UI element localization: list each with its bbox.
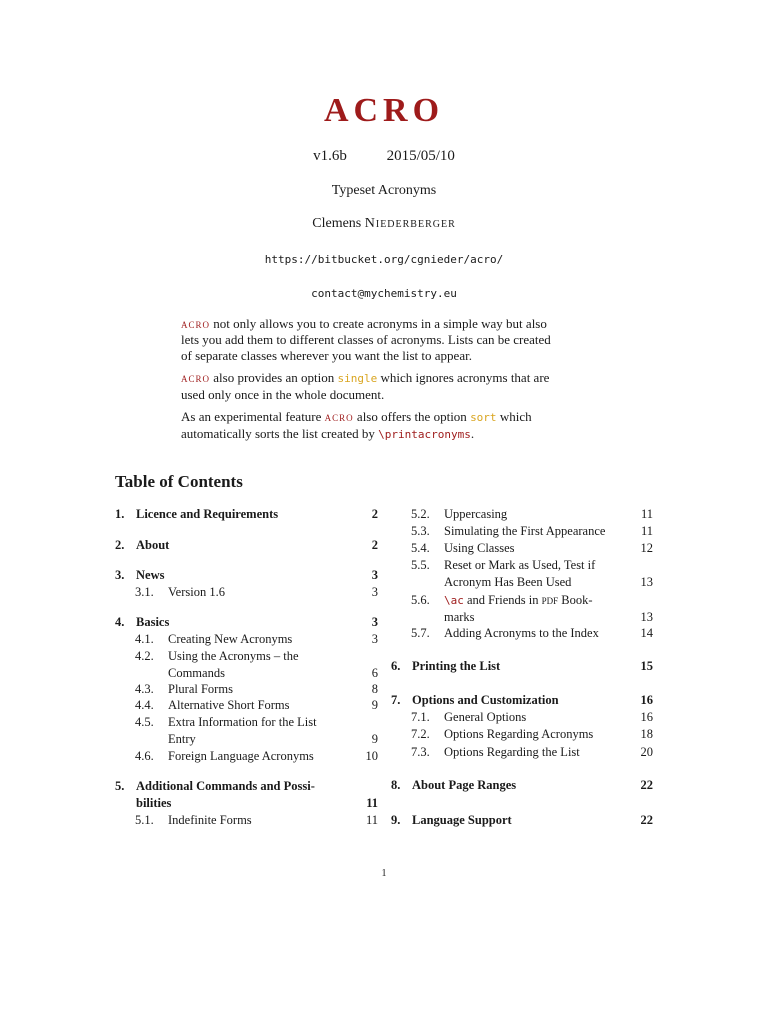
toc-entry-number: 5.1. [135, 813, 154, 827]
abstract-text: of separate classes wherever you want the list to appear. [181, 348, 472, 363]
toc-entry-title: Version 1.6 [168, 585, 225, 599]
toc-entry-title: Reset or Mark as Used, Test if [444, 558, 596, 572]
toc-entry-number: 5.2. [411, 507, 430, 521]
toc-entry-title: Additional Commands and Possi- [136, 779, 315, 793]
toc-entry-page: 14 [640, 626, 653, 640]
toc-entry-title: Using Classes [444, 541, 515, 555]
toc-entry-number: 1. [115, 507, 125, 521]
toc-entry-page: 2 [371, 538, 378, 552]
toc-entry-page: 13 [640, 610, 653, 624]
author [0, 216, 768, 232]
toc-entry-number: 4.4. [135, 698, 154, 712]
toc-entry[interactable] [391, 813, 653, 830]
contact-email[interactable]: contact@mychemistry.eu [311, 287, 457, 300]
toc-heading: Table of Contents [115, 472, 243, 491]
toc-entry-title: Options and Customization [412, 693, 559, 707]
toc-entry-title-continued: bilities [136, 796, 172, 810]
abstract-paragraph-3 [181, 409, 586, 443]
version-number: v1.6b [313, 148, 347, 164]
toc-entry[interactable] [391, 659, 653, 676]
abstract-text: As an experimental feature [181, 409, 325, 424]
toc-entry[interactable] [391, 593, 653, 627]
option-sort: sort [470, 411, 497, 424]
acro-name: acro [324, 409, 354, 424]
toc-entry-title: About Page Ranges [412, 778, 517, 792]
toc-entry-number: 3.1. [135, 585, 154, 599]
abstract-text: which [496, 409, 532, 424]
toc-entry-page: 18 [640, 727, 653, 741]
toc-entry[interactable] [115, 632, 378, 649]
toc-entry-page: 11 [640, 524, 653, 538]
toc-entry-number: 4.1. [135, 632, 154, 646]
toc-entry-number: 8. [391, 778, 401, 792]
toc-entry[interactable] [115, 698, 378, 715]
toc-entry-title: Options Regarding Acronyms [444, 727, 594, 741]
toc-entry-page: 16 [640, 710, 653, 724]
toc-entry-title: Foreign Language Acronyms [168, 749, 314, 763]
toc-entry-number: 5.6. [411, 593, 430, 607]
toc-entry[interactable] [115, 682, 378, 699]
toc-entry-number: 5.5. [411, 558, 430, 572]
toc-entry[interactable] [391, 710, 653, 727]
option-single: single [337, 372, 378, 385]
toc-entry-number: 7.1. [411, 710, 430, 724]
toc-entry[interactable] [115, 813, 378, 830]
toc-entry[interactable] [115, 538, 378, 555]
toc-entry-title: About [136, 538, 170, 552]
toc-entry-number: 5.3. [411, 524, 430, 538]
toc-entry[interactable] [391, 524, 653, 541]
toc-entry-title: Language Support [412, 813, 512, 827]
toc-entry-page: 11 [366, 796, 378, 810]
toc-entry-number: 5.4. [411, 541, 430, 555]
toc-entry[interactable] [391, 558, 653, 592]
toc-entry-page: 11 [640, 507, 653, 521]
toc-entry[interactable] [391, 541, 653, 558]
toc-entry-page: 13 [640, 575, 653, 589]
abstract-paragraph-1 [181, 316, 586, 364]
toc-entry-number: 9. [391, 813, 401, 827]
toc-entry-title: Adding Acronyms to the Index [444, 626, 599, 640]
toc-entry[interactable] [391, 745, 653, 762]
toc-entry-number: 5.7. [411, 626, 430, 640]
toc-entry-number: 3. [115, 568, 125, 582]
toc-entry-page: 22 [640, 778, 653, 792]
toc-entry-page: 12 [640, 541, 653, 555]
abstract-text: lets you add them to different classes of acronyms. Lists can be created [181, 332, 551, 347]
pdf-label: pdf [541, 593, 559, 607]
abstract-text: . [470, 426, 475, 441]
toc-entry[interactable] [115, 779, 378, 813]
toc-entry-page: 8 [371, 682, 378, 696]
toc-entry-number: 6. [391, 659, 401, 673]
toc-entry-title-continued: marks [444, 610, 475, 624]
toc-entry-page: 11 [365, 813, 378, 827]
toc-entry[interactable] [391, 693, 653, 710]
toc-entry[interactable] [391, 727, 653, 744]
toc-entry-title: Indefinite Forms [168, 813, 252, 827]
version-line [0, 148, 768, 165]
toc-entry-title: Plural Forms [168, 682, 233, 696]
toc-entry-page: 20 [640, 745, 653, 759]
toc-entry-number: 4.2. [135, 649, 154, 663]
toc-entry-page: 15 [640, 659, 653, 673]
toc-entry-title: Using the Acronyms – the [168, 649, 299, 663]
document-subtitle: Typeset Acronyms [331, 183, 437, 198]
toc-entry-number: 7.2. [411, 727, 430, 741]
toc-entry-page: 3 [371, 585, 378, 599]
toc-entry-number: 4. [115, 615, 125, 629]
project-url[interactable]: https://bitbucket.org/cgnieder/acro/ [264, 253, 504, 266]
toc-entry-page: 9 [371, 698, 378, 712]
abstract-text: used only once in the whole document. [181, 387, 385, 402]
abstract-text: also offers the option [353, 409, 471, 424]
toc-entry[interactable] [115, 507, 378, 524]
toc-entry-number: 2. [115, 538, 125, 552]
toc-entry[interactable] [115, 649, 378, 683]
toc-entry-number: 7.3. [411, 745, 430, 759]
toc-entry[interactable] [391, 626, 653, 643]
author-last-name: Niederberger [364, 216, 456, 231]
toc-entry-page: 6 [371, 666, 378, 680]
document-title: ACRO [323, 92, 445, 129]
toc-entry-title: Basics [136, 615, 170, 629]
acro-name: acro [181, 316, 211, 331]
toc-entry-title: General Options [444, 710, 527, 724]
toc-entry-title: Uppercasing [444, 507, 508, 521]
toc-entry[interactable] [115, 749, 378, 766]
abstract-text: also provides an option [210, 370, 338, 385]
acro-name: acro [181, 370, 211, 385]
abstract-paragraph-2 [181, 370, 586, 403]
toc-entry-page: 3 [371, 632, 378, 646]
toc-entry-page: 16 [640, 693, 653, 707]
toc-entry-page: 3 [371, 615, 378, 629]
toc-entry-number: 4.3. [135, 682, 154, 696]
toc-entry-page: 2 [371, 507, 378, 521]
toc-entry[interactable] [391, 778, 653, 795]
toc-entry-page: 3 [371, 568, 378, 582]
toc-entry-title-continued: Acronym Has Been Used [444, 575, 572, 589]
abstract-text: which ignores acronyms that are [377, 370, 550, 385]
printacronyms-macro: \printacronyms [378, 428, 471, 441]
page-number: 1 [381, 868, 387, 879]
abstract-text: automatically sorts the list created by [181, 426, 379, 441]
toc-entry-title: Licence and Requirements [136, 507, 279, 521]
toc-entry-title: \ac and Friends in pdf Book- [444, 593, 593, 607]
toc-entry-page: 22 [640, 813, 653, 827]
toc-entry-number: 5. [115, 779, 125, 793]
toc-entry-title: Extra Information for the List [168, 715, 317, 729]
toc-entry-title: News [136, 568, 165, 582]
toc-entry-title: Printing the List [412, 659, 501, 673]
toc-entry-number: 7. [391, 693, 401, 707]
toc-entry-title-continued: Commands [168, 666, 225, 680]
toc-entry-page: 9 [371, 732, 378, 746]
ac-macro: \ac [444, 594, 464, 607]
author-first-name: Clemens [312, 216, 362, 231]
toc-entry[interactable] [391, 507, 653, 524]
toc-entry[interactable] [115, 585, 378, 602]
toc-entry-number: 4.6. [135, 749, 154, 763]
toc-entry[interactable] [115, 568, 378, 585]
release-date: 2015/05/10 [386, 148, 455, 164]
toc-entry-title: Creating New Acronyms [168, 632, 293, 646]
abstract-text: not only allows you to create acronyms in a simple way but also [210, 316, 547, 331]
toc-entry-title: Simulating the First Appearance [444, 524, 606, 538]
toc-entry-title: Alternative Short Forms [168, 698, 290, 712]
toc-entry-page: 10 [365, 749, 378, 763]
toc-entry[interactable] [115, 715, 378, 749]
toc-entry-title-continued: Entry [168, 732, 196, 746]
toc-entry-title: Options Regarding the List [444, 745, 580, 759]
toc-entry-number: 4.5. [135, 715, 154, 729]
toc-entry[interactable] [115, 615, 378, 632]
